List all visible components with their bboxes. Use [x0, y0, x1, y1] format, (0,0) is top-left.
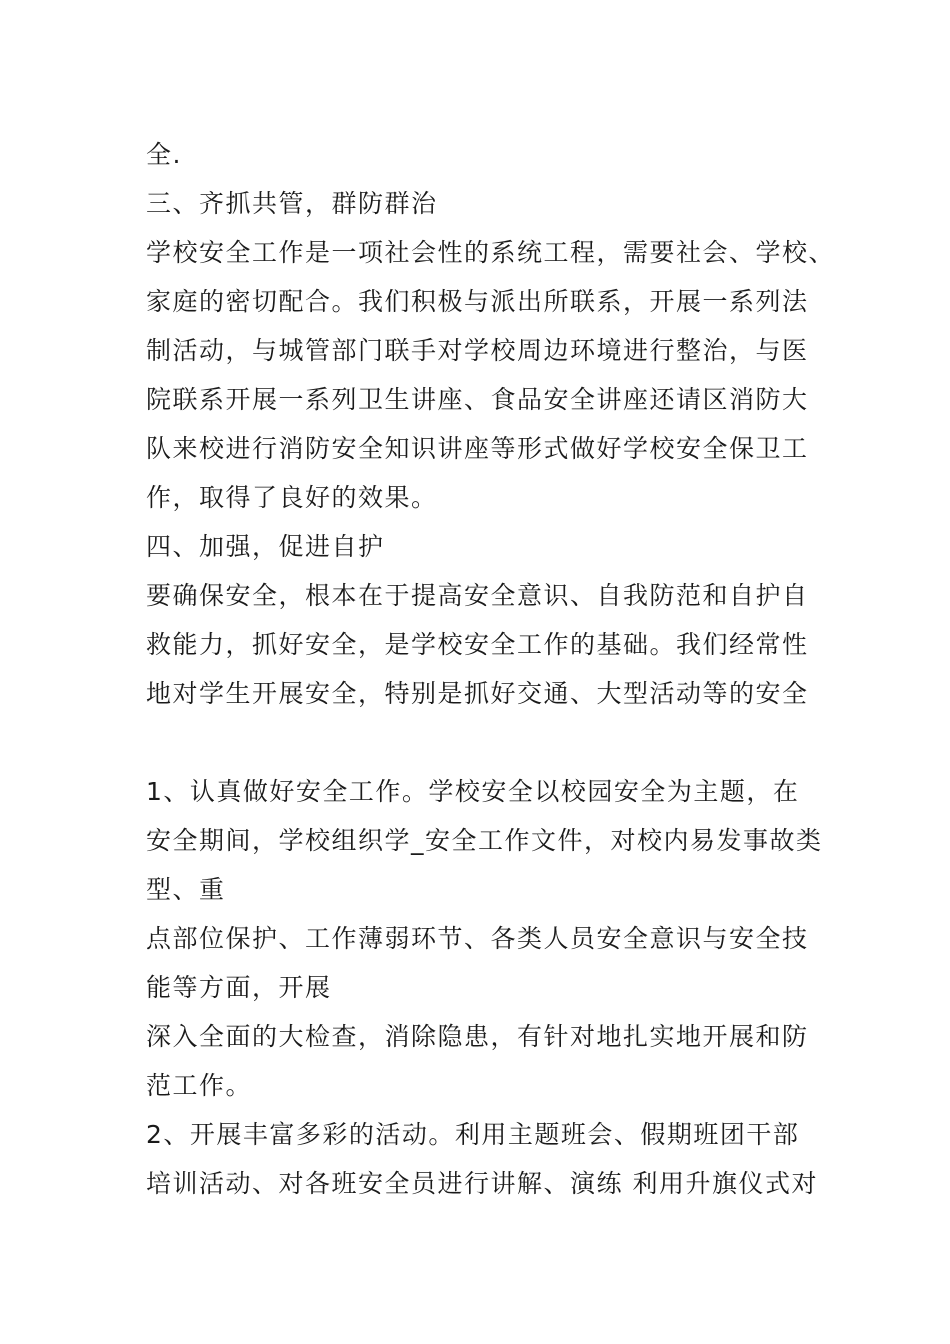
text-line: 要确保安全，根本在于提高安全意识、自我防范和自护自 — [146, 581, 809, 610]
text-line: 2、开展丰富多彩的活动。利用主题班会、假期班团干部 — [146, 1120, 800, 1149]
text-line: 能等方面，开展 — [146, 973, 332, 1002]
text-line: 型、重 — [146, 875, 226, 904]
text-line: 安全期间，学校组织学_安全工作文件，对校内易发事故类 — [146, 826, 823, 855]
text-line: 作，取得了良好的效果。 — [146, 483, 438, 512]
text-line: 点部位保护、工作薄弱环节、各类人员安全意识与安全技 — [146, 924, 809, 953]
text-line: 学校安全工作是一项社会性的系统工程，需要社会、学校、 — [146, 238, 836, 267]
text-line: 1、认真做好安全工作。学校安全以校园安全为主题，在 — [146, 777, 800, 806]
text-line: 地对学生开展安全，特别是抓好交通、大型活动等的安全 — [146, 679, 809, 708]
section-heading-4: 四、加强，促进自护 — [146, 532, 385, 561]
text-line: 救能力，抓好安全，是学校安全工作的基础。我们经常性 — [146, 630, 809, 659]
text-line: 培训活动、对各班安全员进行讲解、演练 利用升旗仪式对 — [146, 1169, 818, 1198]
text-line: 全. — [146, 140, 182, 169]
text-line: 深入全面的大检查，消除隐患，有针对地扎实地开展和防 — [146, 1022, 809, 1051]
text-line: 队来校进行消防安全知识讲座等形式做好学校安全保卫工 — [146, 434, 809, 463]
section-heading-3: 三、齐抓共管，群防群治 — [146, 189, 438, 218]
text-line: 家庭的密切配合。我们积极与派出所联系，开展一系列法 — [146, 287, 809, 316]
text-line: 制活动，与城管部门联手对学校周边环境进行整治，与医 — [146, 336, 809, 365]
paragraph-gap — [146, 718, 836, 767]
text-line: 范工作。 — [146, 1071, 253, 1100]
document-body — [146, 130, 836, 1208]
text-line: 院联系开展一系列卫生讲座、食品安全讲座还请区消防大 — [146, 385, 809, 414]
